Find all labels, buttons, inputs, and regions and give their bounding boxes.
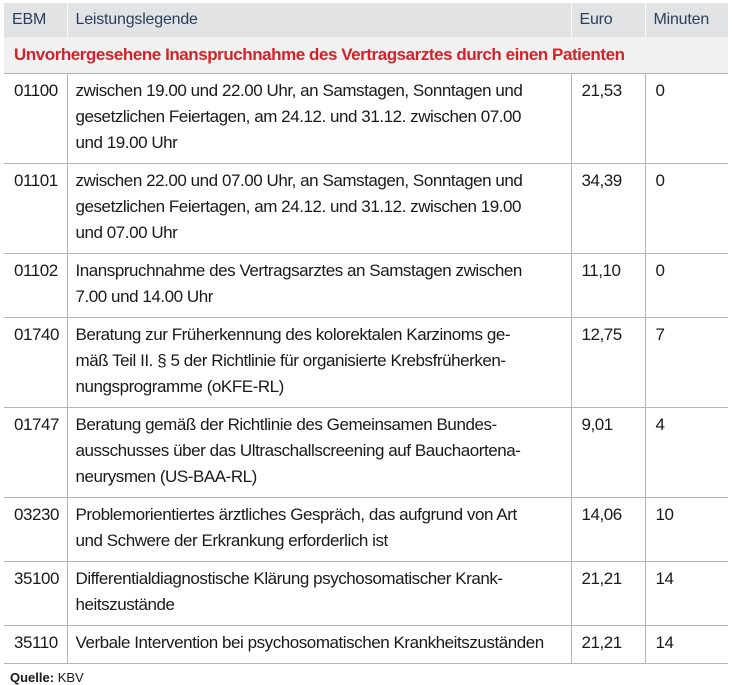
table-row — [4, 408, 728, 498]
table-row — [4, 254, 728, 318]
table-row — [4, 318, 728, 408]
euro-value: 9,01 — [571, 408, 645, 498]
ebm-code: 01102 — [4, 254, 67, 318]
ebm-code: 01101 — [4, 164, 67, 254]
minutes-value: 0 — [645, 74, 728, 164]
service-description: Verbale Intervention bei psychosomatischen Krankheitszuständen — [67, 626, 571, 664]
source-label: Quelle: — [10, 670, 55, 685]
ebm-fee-table — [4, 3, 728, 664]
service-description: Beratung gemäß der Richtlinie des Gemeinsamen Bundes- ausschusses über das Ultraschallscreening auf Bauchaortena- neurysmen (US-BAA-RL) — [67, 408, 571, 498]
header-euro: Euro — [571, 3, 645, 37]
ebm-code: 35100 — [4, 562, 67, 626]
minutes-value: 7 — [645, 318, 728, 408]
service-description: Differentialdiagnostische Klärung psychosomatischer Krank- heitszustände — [67, 562, 571, 626]
minutes-value: 14 — [645, 562, 728, 626]
ebm-code: 01747 — [4, 408, 67, 498]
euro-value: 21,21 — [571, 562, 645, 626]
euro-value: 21,53 — [571, 74, 645, 164]
euro-value: 21,21 — [571, 626, 645, 664]
minutes-value: 0 — [645, 164, 728, 254]
ebm-table-container — [4, 0, 728, 685]
table-row — [4, 626, 728, 664]
minutes-value: 4 — [645, 408, 728, 498]
table-header-row — [4, 3, 728, 37]
source-value: KBV — [57, 670, 84, 685]
header-description: Leistungslegende — [67, 3, 571, 37]
service-description: Problemorientiertes ärztliches Gespräch, das aufgrund von Art und Schwere der Erkrankung erforderlich ist — [67, 498, 571, 562]
service-description: zwischen 19.00 und 22.00 Uhr, an Samstagen, Sonntagen und gesetzlichen Feiertagen, am 24.12. und 31.12. zwischen 07.00 und 19.00 Uhr — [67, 74, 571, 164]
service-description: Inanspruchnahme des Vertragsarztes an Samstagen zwischen 7.00 und 14.00 Uhr — [67, 254, 571, 318]
euro-value: 34,39 — [571, 164, 645, 254]
ebm-code: 03230 — [4, 498, 67, 562]
table-row — [4, 498, 728, 562]
ebm-code: 01100 — [4, 74, 67, 164]
service-description: Beratung zur Früherkennung des kolorektalen Karzinoms ge- mäß Teil II. § 5 der Richtlinie für organisierte Krebsfrüherken- nungsprogramme (oKFE-RL) — [67, 318, 571, 408]
ebm-code: 01740 — [4, 318, 67, 408]
table-row — [4, 74, 728, 164]
section-row — [4, 37, 728, 74]
header-ebm: EBM — [4, 3, 67, 37]
minutes-value: 10 — [645, 498, 728, 562]
table-row — [4, 164, 728, 254]
euro-value: 11,10 — [571, 254, 645, 318]
table-row — [4, 562, 728, 626]
header-minutes: Minuten — [645, 3, 728, 37]
ebm-code: 35110 — [4, 626, 67, 664]
euro-value: 14,06 — [571, 498, 645, 562]
minutes-value: 0 — [645, 254, 728, 318]
service-description: zwischen 22.00 und 07.00 Uhr, an Samstagen, Sonntagen und gesetzlichen Feiertagen, am 24.12. und 31.12. zwischen 19.00 und 07.00 Uhr — [67, 164, 571, 254]
section-title: Unvorhergesehene Inanspruchnahme des Vertragsarztes durch einen Patienten — [4, 37, 728, 74]
euro-value: 12,75 — [571, 318, 645, 408]
minutes-value: 14 — [645, 626, 728, 664]
source-note — [4, 670, 728, 685]
